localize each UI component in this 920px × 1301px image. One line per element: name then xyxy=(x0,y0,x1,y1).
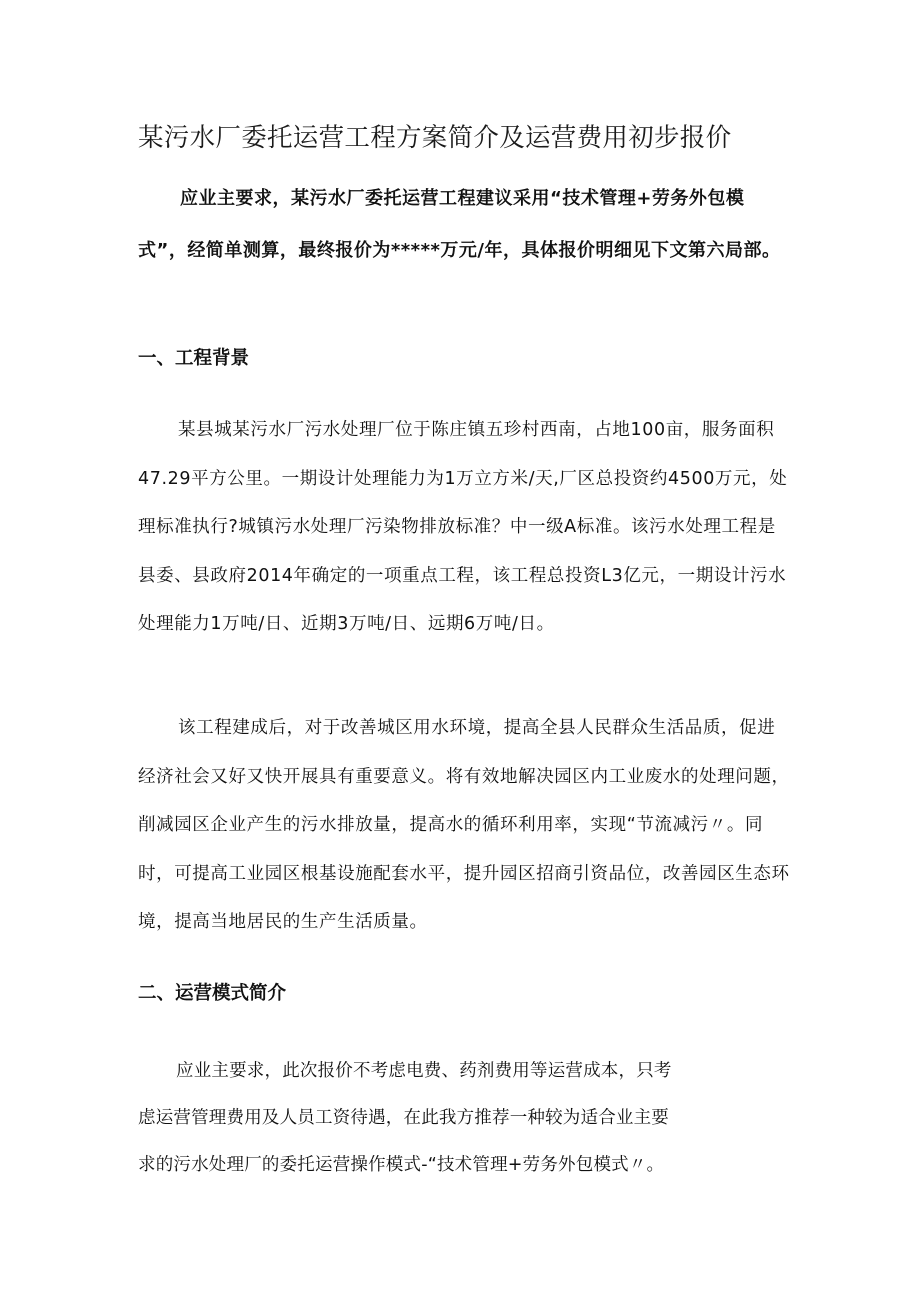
section-heading-operation-mode: 二、运营模式简介 xyxy=(138,983,287,1004)
operation-mode-paragraph xyxy=(138,1048,758,1189)
paragraph-line: 虑运营管理费用及人员工资待遇，在此我方推荐一种较为适合业主要 xyxy=(138,1108,669,1128)
intro-paragraph: 应业主要求，某污水厂委托运营工程建议采用“技术管理+劳务外包模式”，经简单测算，最终报价为*****万元/年，具体报价明细见下文第六局部。 xyxy=(138,188,781,261)
section-heading-background: 一、工程背景 xyxy=(138,348,250,369)
paragraph-line: 求的污水处理厂的委托运营操作模式-“技术管理+劳务外包模式〃。 xyxy=(138,1155,665,1175)
background-paragraph-2: 该工程建成后，对于改善城区用水环境，提高全县人民群众生活品质，促进经济社会又好又快开展具有重要意义。将有效地解决园区内工业废水的处理问题，削减园区企业产生的污水排放量，提高水的循环利用率，实现“节流减污〃。同时，可提高工业园区根基设施配套水平，提升园区招商引资品位，改善园区生态环境，提高当地居民的生产生活质量。 xyxy=(138,718,790,932)
paragraph-line: 应业主要求，此次报价不考虑电费、药剂费用等运营成本，只考 xyxy=(176,1061,672,1081)
document-title: 某污水厂委托运营工程方案简介及运营费用初步报价 xyxy=(138,123,732,153)
background-paragraph-1: 某县城某污水厂污水处理厂位于陈庄镇五珍村西南，占地100亩，服务面积47.29平方公里。一期设计处理能力为1万立方米/天,厂区总投资约4500万元，处理标准执行?城镇污水处理厂污染物排放标准？中一级A标准。该污水处理工程是县委、县政府2014年确定的一项重点工程，该工程总投资L3亿元，一期设计污水处理能力1万吨/日、近期3万吨/日、远期6万吨/日。 xyxy=(138,420,788,634)
